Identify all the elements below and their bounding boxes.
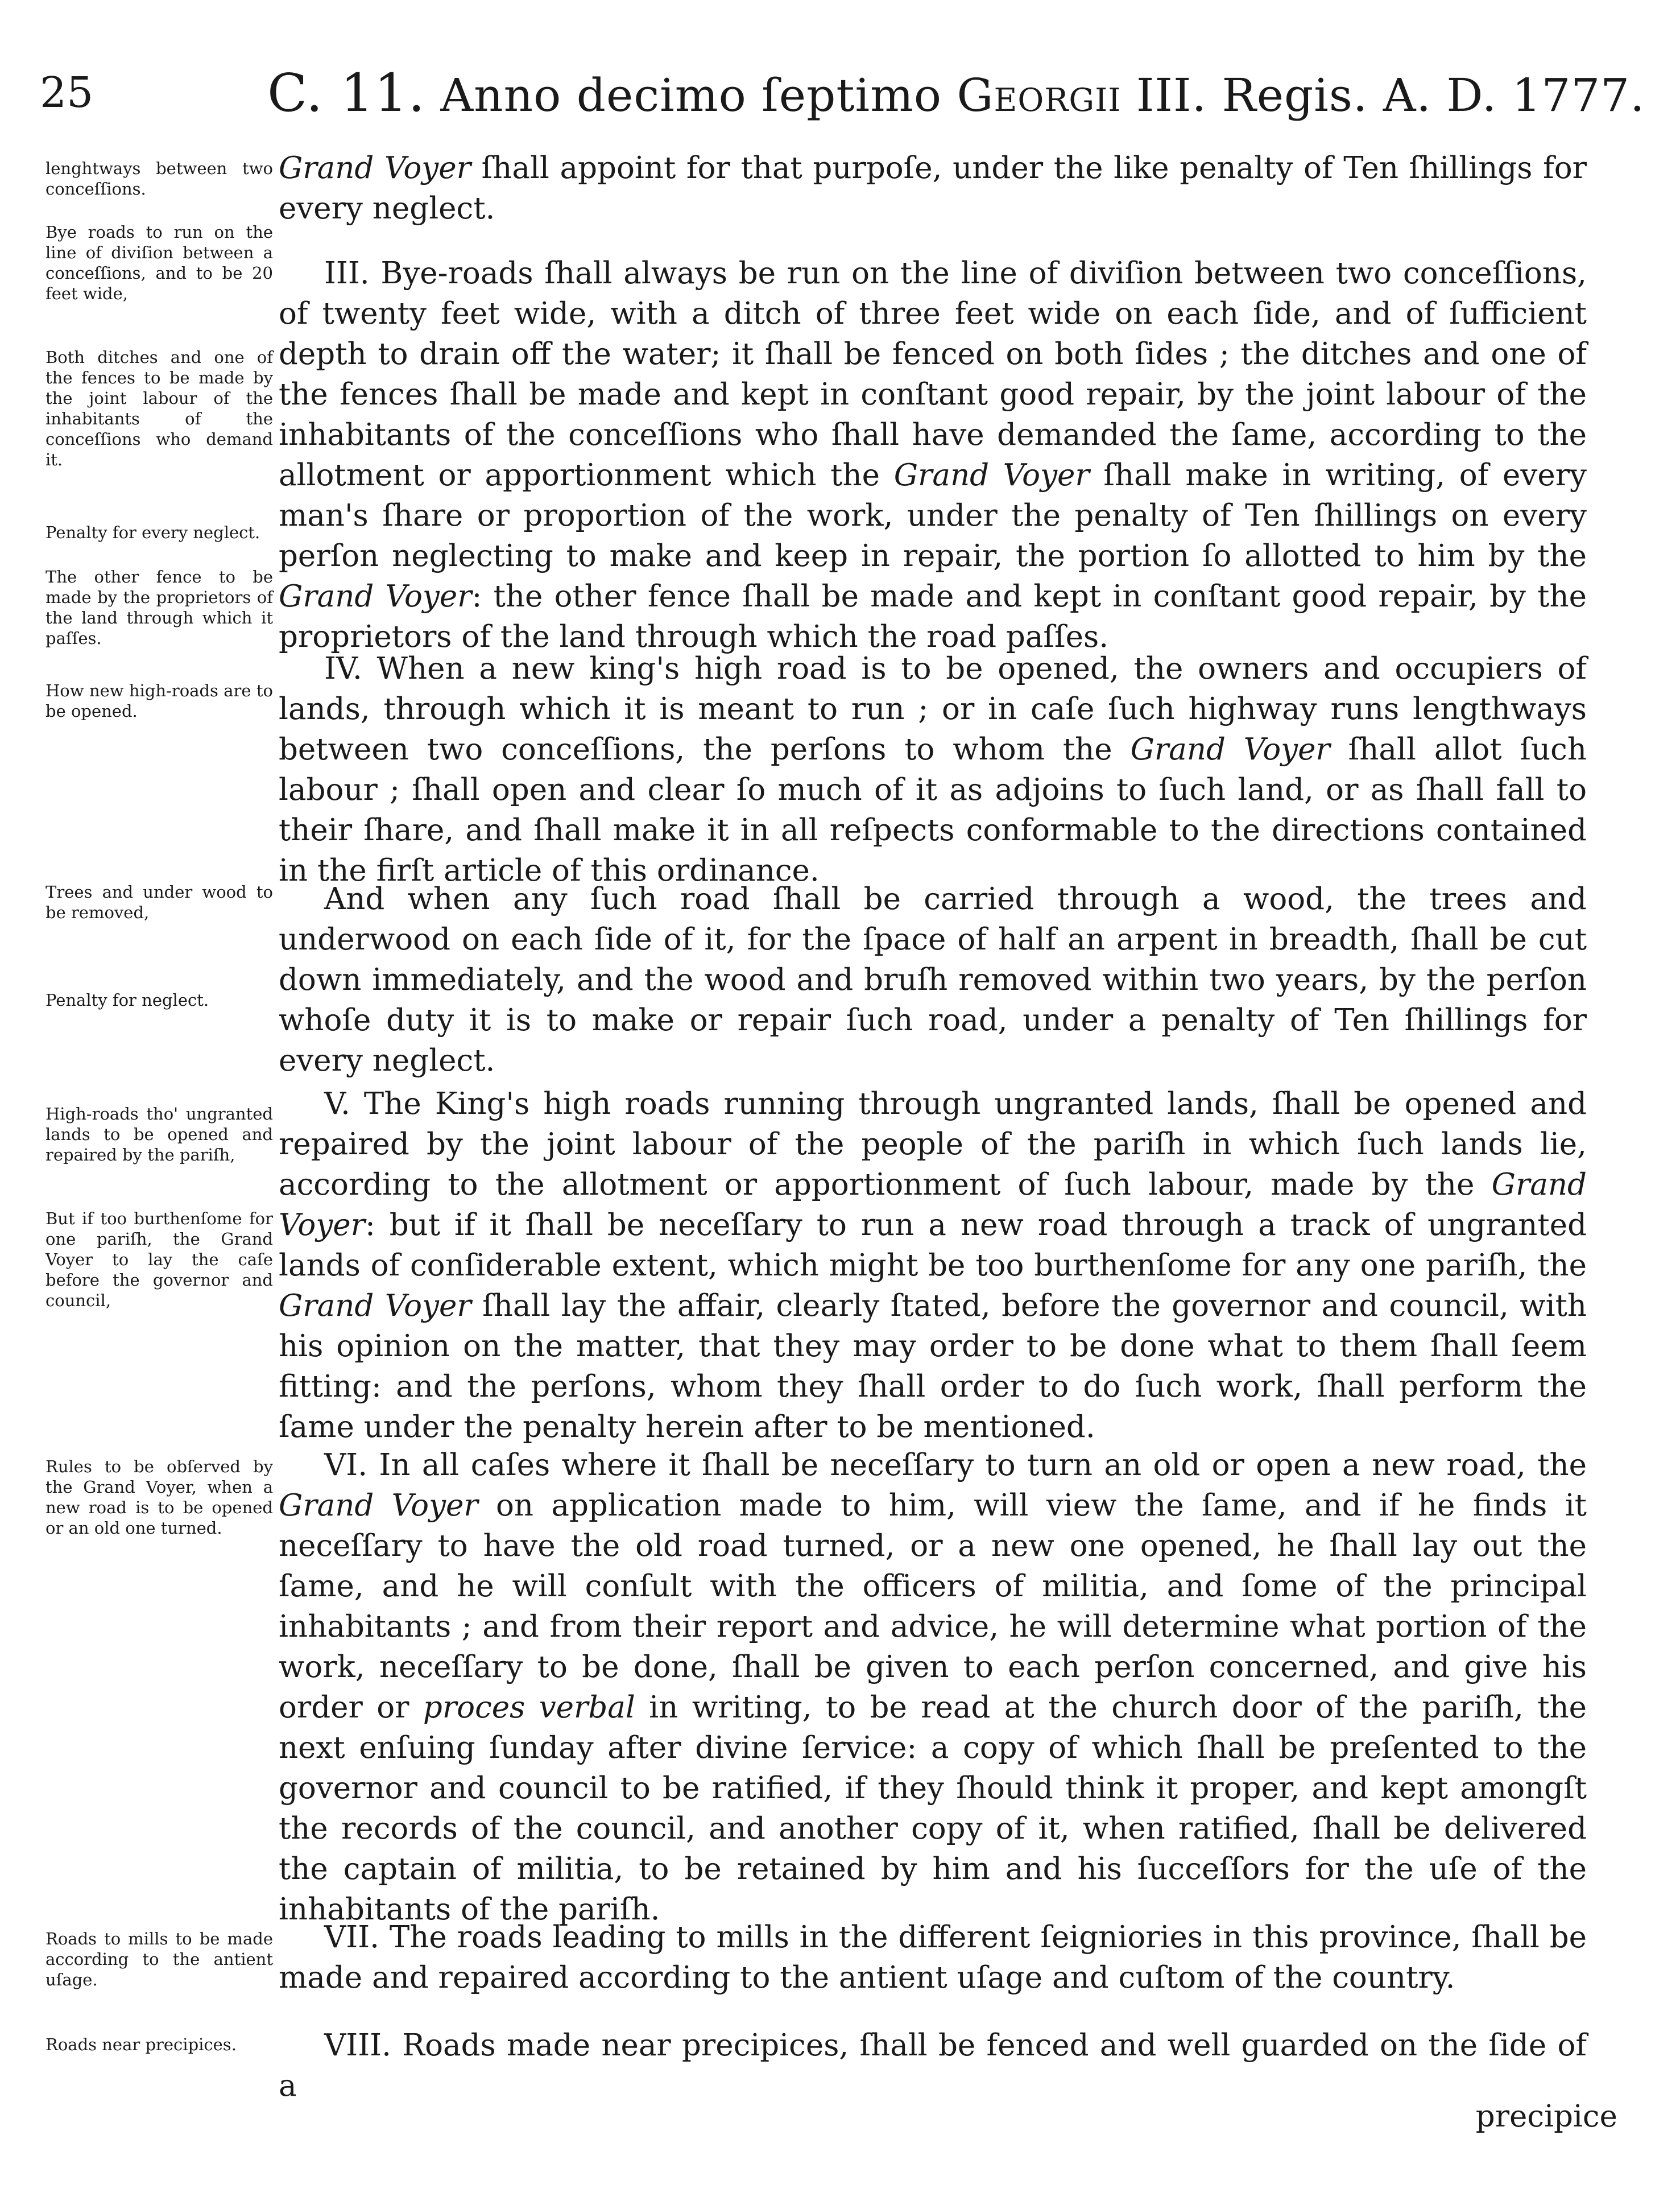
text: IV. When a new king's high road is to be opened, the owners and occupiers of lands, through which it is meant to run ; or in caſe ſuch highway runs lengthways between two conceſſions, the perſons to whom the [279, 651, 1587, 767]
running-head [267, 63, 1645, 123]
header-king: Georgii [957, 69, 1122, 122]
text: : but if it ſhall be neceſſary to run a new road through a track of ungranted lands of conſiderable extent, which might be too burthenſome for any one pariſh, the [279, 1208, 1587, 1283]
grand-voyer: Grand Voyer [279, 579, 472, 614]
side-note: Penalty for every neglect. [45, 523, 260, 542]
proces-verbal: proces verbal [423, 1690, 635, 1725]
text: in writing, to be read at the church door of the pariſh, the next enſuing ſunday after divine ſervice: a copy of which ſhall be preſented to the governor and council to be ratified, if they ſhould think it proper, and kept amongſt the records of the council, and another copy of it, when ratified, ſhall be delivered the captain of militia, to be retained by him and his ſucceſſors for the uſe of the inhabitants of the pariſh. [279, 1690, 1587, 1927]
side-note: But if too burthenſome for one pariſh, the Grand Voyer to lay the caſe before the governor and council, [45, 1209, 273, 1310]
text: III. Bye-roads ſhall always be run on the line of diviſion between two conceſſions, of twenty feet wide, with a ditch of three feet wide on each ſide, and of ſufficient depth to drain off the water; it ſhall be fenced on both ſides ; the ditches and one of the fences ſhall be made and kept in conſtant good repair, by the joint labour of the inhabitants of the conceſſions who ſhall have demanded the ſame, according to the allotment or apportionment which the [279, 256, 1587, 493]
side-note: Trees and under wood to be removed, [45, 882, 273, 922]
chapter-number: C. 11. [267, 63, 425, 123]
text: VI. In all caſes where it ſhall be neceſſary to turn an old or open a new road, the [324, 1448, 1587, 1482]
side-note: Roads to mills to be made according to the antient uſage. [45, 1929, 273, 1989]
grand-voyer: Grand Voyer [893, 458, 1090, 493]
article-iv [279, 649, 1587, 891]
side-note: Roads near precipices. [45, 2035, 237, 2054]
text: ſhall allot ſuch labour ; ſhall open and clear ſo much of it as adjoins to ſuch land, or as ſhall fall to their ſhare, and ſhall make it in all reſpects conformable to the directions contained in the firſt article of this ordinance. [279, 732, 1587, 888]
side-note: Bye roads to run on the line of diviſion between a conceſſions, and to be 20 feet wide, [45, 222, 273, 303]
text: ſhall lay the affair, clearly ſtated, before the governor and council, with his opinion on the matter, that they may order to be done what to them ſhall ſeem fitting: and the perſons, whom they ſhall order to do ſuch work, ſhall perform the ſame under the penalty herein after to be mentioned. [279, 1289, 1587, 1444]
article-vii: VII. The roads leading to mills in the different ſeigniories in this province, ſhall be made and repaired according to the antient uſage and cuſtom of the country. [279, 1920, 1587, 1995]
paragraph: And when any ſuch road ſhall be carried through a wood, the trees and underwood on each ſide of it, for the ſpace of half an arpent in breadth, ſhall be cut down immediately, and the wood and bruſh removed within two years, by the perſon whoſe duty it is to make or repair ſuch road, under a penalty of Ten ſhillings for every neglect. [279, 882, 1587, 1078]
header-reign: III. Regis. [1136, 69, 1368, 122]
article-vi [279, 1445, 1587, 1930]
side-note: High-roads tho' ungranted lands to be opened and repaired by the pariſh, [45, 1104, 273, 1164]
grand-voyer: Grand Voyer [279, 151, 471, 185]
text: ſhall appoint for that purpoſe, under the like penalty of Ten ſhillings for every neglect. [279, 151, 1587, 226]
side-note: Penalty for neglect. [45, 990, 209, 1010]
text: on application made to him, will view the ſame, and if he finds it neceſſary to have the old road turned, or a new one opened, he ſhall lay out the ſame, and he will conſult with the officers of militia, and ſome of the principal inhabitants ; and from their report and advice, he will determine what portion of the work, neceſſary to be done, ſhall be given to each perſon concerned, and give his order or [279, 1488, 1587, 1725]
catchword: precipice [1475, 2099, 1617, 2134]
side-note: Rules to be obſerved by the Grand Voyer, when a new road is to be opened or an old one turned. [45, 1457, 273, 1538]
grand-voyer: Grand Voyer [279, 1488, 478, 1523]
header-year: 1777. [1512, 69, 1645, 122]
text: V. The King's high roads running through ungranted lands, ſhall be opened and repaired by the joint labour of the people of the pariſh in which ſuch lands lie, according to the allotment or apportionment of ſuch labour, made by the [279, 1087, 1587, 1202]
header-title: Anno decimo ſeptimo [440, 69, 942, 122]
grand-voyer: Grand Voyer [1130, 732, 1330, 767]
text: ſhall make in writing, of every man's ſhare or proportion of the work, under the penalty of Ten ſhillings on every perſon neglecting to make and keep in repair, the portion ſo allotted to him by the [279, 458, 1587, 573]
header-ad: A. D. [1383, 69, 1497, 122]
grand-voyer: Grand Voyer [279, 1167, 1587, 1242]
article-v [279, 1084, 1587, 1447]
text: : the other fence ſhall be made and kept in conſtant good repair, by the proprietors of the land through which the road paſſes. [279, 579, 1587, 654]
article-viii: VIII. Roads made near precipices, ſhall be fenced and well guarded on the ſide of a [279, 2028, 1587, 2103]
side-note: lenghtways between two conceſſions. [45, 159, 273, 199]
page-number: 25 [40, 68, 94, 117]
side-note: How new high-roads are to be opened. [45, 681, 273, 721]
side-note: Both ditches and one of the fences to be made by the joint labour of the inhabitants of the conceſſions who demand it. [45, 348, 273, 469]
article-iii [279, 253, 1587, 657]
side-note: The other fence to be made by the proprietors of the land through which it paſſes. [45, 567, 273, 648]
grand-voyer: Grand Voyer [279, 1289, 471, 1323]
paragraph [279, 148, 1587, 229]
